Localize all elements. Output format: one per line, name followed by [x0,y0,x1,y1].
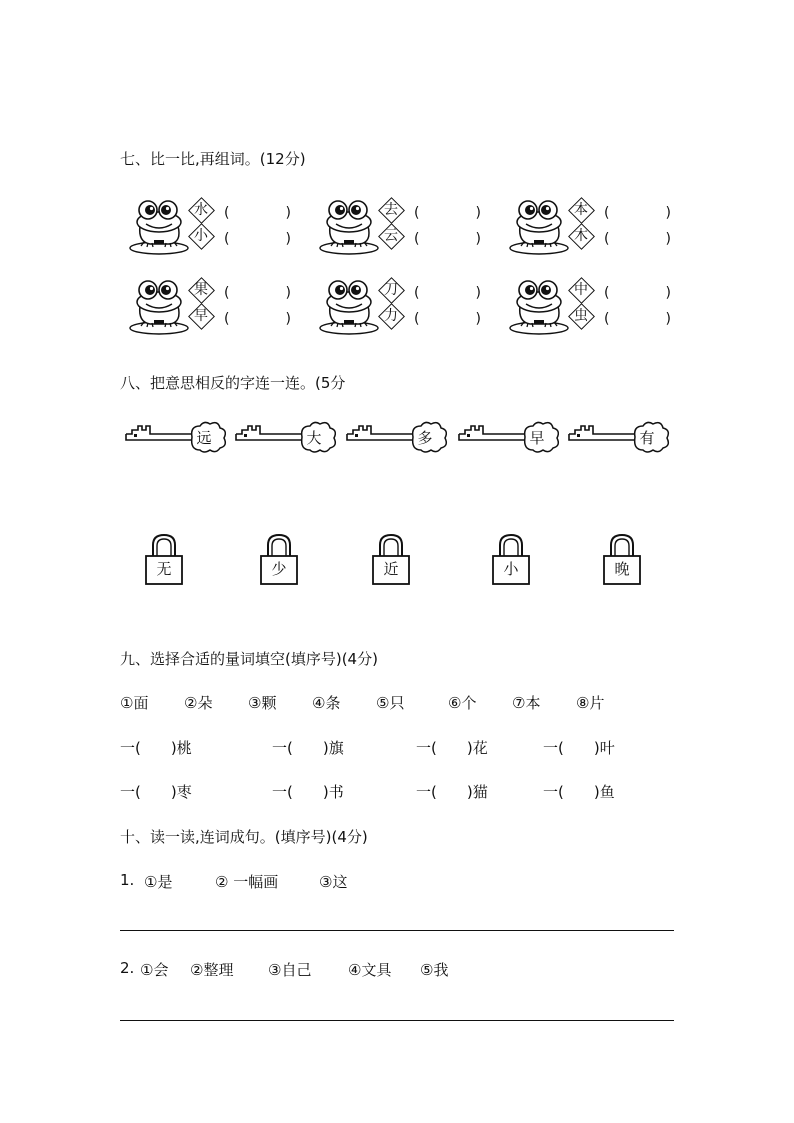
lock-char: 少 [271,560,287,578]
compare-group [508,196,673,262]
option-item: ②朵 [184,694,213,712]
lock-char: 近 [383,560,399,578]
key-item[interactable] [567,420,667,456]
compare-char-top: 刀 [384,282,398,298]
answer-line[interactable] [120,930,674,931]
word-option: ② 一幅画 [215,873,279,891]
word-option: ①是 [144,873,173,891]
compare-char-bottom: 小 [194,228,208,244]
compare-char-bottom: 虫 [574,308,588,324]
char-diamond [189,278,213,302]
word-option: ①会 [140,961,169,979]
compare-char-top: 本 [574,202,588,218]
lock-item[interactable] [371,533,411,585]
lock-item[interactable] [491,533,531,585]
lock-char: 晚 [614,560,630,578]
option-item: ③颗 [248,694,277,712]
compare-group [318,276,483,342]
char-diamond [189,224,213,248]
section-7-title: 七、比一比,再组词。(12分) [120,150,306,168]
word-option: ⑤我 [420,961,449,979]
word-option: ④文具 [348,961,392,979]
lock-item[interactable] [602,533,642,585]
compare-char-bottom: 力 [384,308,398,324]
word-blank[interactable]: ( ) [224,231,291,247]
frog-icon [128,196,190,256]
compare-char-top: 果 [194,282,208,298]
option-item: ④条 [312,694,341,712]
key-char: 远 [196,429,212,447]
fill-blank-item[interactable]: 一( )书 [272,783,344,801]
char-diamond [569,198,593,222]
compare-char-bottom: 云 [384,228,398,244]
char-diamond [379,304,403,328]
word-blank[interactable]: ( ) [604,285,671,301]
word-blank[interactable]: ( ) [604,231,671,247]
key-char: 多 [417,429,433,447]
char-diamond [569,224,593,248]
fill-blank-item[interactable]: 一( )鱼 [543,783,615,801]
question-number: 2. [120,959,135,977]
key-char: 大 [306,429,322,447]
compare-char-bottom: 木 [574,228,588,244]
char-diamond [379,278,403,302]
frog-icon [318,276,380,336]
lock-char: 无 [156,560,172,578]
char-diamond [379,198,403,222]
option-item: ⑦本 [512,694,541,712]
answer-line[interactable] [120,1020,674,1021]
option-item: ①面 [120,694,149,712]
word-blank[interactable]: ( ) [604,205,671,221]
char-diamond [379,224,403,248]
section-8-title: 八、把意思相反的字连一连。(5分 [120,374,346,392]
key-char: 早 [529,429,545,447]
word-option: ②整理 [190,961,234,979]
fill-blank-item[interactable]: 一( )桃 [120,739,192,757]
word-blank[interactable]: ( ) [604,311,671,327]
compare-group [128,276,293,342]
word-blank[interactable]: ( ) [414,205,481,221]
option-item: ⑥个 [448,694,477,712]
char-diamond [189,198,213,222]
key-item[interactable] [124,420,224,456]
compare-char-top: 水 [194,202,208,218]
word-blank[interactable]: ( ) [224,285,291,301]
option-item: ⑧片 [576,694,605,712]
word-option: ③自己 [268,961,312,979]
frog-icon [318,196,380,256]
key-item[interactable] [345,420,445,456]
word-blank[interactable]: ( ) [224,205,291,221]
fill-blank-item[interactable]: 一( )花 [416,739,488,757]
word-blank[interactable]: ( ) [414,311,481,327]
word-option: ③这 [319,873,348,891]
key-item[interactable] [234,420,334,456]
compare-group [128,196,293,262]
compare-char-top: 去 [384,202,398,218]
fill-blank-item[interactable]: 一( )叶 [543,739,615,757]
word-blank[interactable]: ( ) [414,285,481,301]
fill-blank-item[interactable]: 一( )旗 [272,739,344,757]
char-diamond [569,304,593,328]
section-10-title: 十、读一读,连词成句。(填序号)(4分) [120,828,368,846]
fill-blank-item[interactable]: 一( )猫 [416,783,488,801]
compare-group [508,276,673,342]
char-diamond [569,278,593,302]
lock-char: 小 [503,560,519,578]
word-blank[interactable]: ( ) [414,231,481,247]
lock-item[interactable] [259,533,299,585]
char-diamond [189,304,213,328]
word-blank[interactable]: ( ) [224,311,291,327]
option-item: ⑤只 [376,694,405,712]
key-char: 有 [639,429,655,447]
key-item[interactable] [457,420,557,456]
section-9-title: 九、选择合适的量词填空(填序号)(4分) [120,650,378,668]
lock-item[interactable] [144,533,184,585]
fill-blank-item[interactable]: 一( )枣 [120,783,192,801]
compare-char-bottom: 早 [194,308,208,324]
frog-icon [508,276,570,336]
question-number: 1. [120,871,135,889]
frog-icon [508,196,570,256]
frog-icon [128,276,190,336]
compare-char-top: 中 [574,282,588,298]
compare-group [318,196,483,262]
